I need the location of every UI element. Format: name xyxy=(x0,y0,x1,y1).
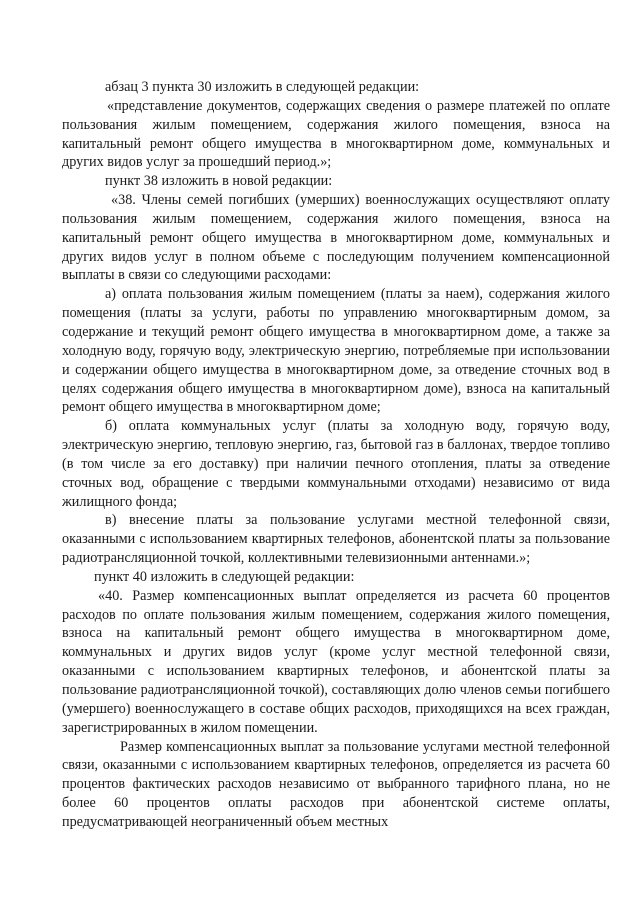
document-body xyxy=(62,78,610,832)
paragraph-clause-38-b: б) оплата коммунальных услуг (платы за холодную воду, горячую воду, электрическую энергию, тепловую энергию, газ, бытовой газ в баллонах, твердое топливо (в том числе за его доставку) при наличии печного отопления, платы за отведение сточных вод, обращение с твердыми коммунальными отходами) независимо от вида жилищного фонда; xyxy=(62,418,610,510)
paragraph-clause-40: «40. Размер компенсационных выплат определяется из расчета 60 процентов расходов по оплате пользования жилым помещением, содержания жилого помещения, взноса на капитальный ремонт общего имущества в многоквартирном доме, коммунальных и других видов услуг (кроме услуг местной телефонной связи, оказанными с использованием квартирных телефонов, и абонентской платы за пользование радиотрансляционной точкой), составляющих долю членов семьи погибшего (умершего) военнослужащего в составе общих расходов, приходящихся на всех граждан, зарегистрированных в жилом помещении. xyxy=(62,587,610,736)
paragraph-clause-38-a: а) оплата пользования жилым помещением (платы за наем), содержания жилого помещения (платы за услуги, работы по управлению многоквартирным домом, за содержание и текущий ремонт общего имущества в многоквартирном доме, а также за холодную воду, горячую воду, электрическую энергию, потребляемые при использовании и содержании общего имущества в многоквартирном доме, за отведение сточных вод в целях содержания общего имущества в многоквартирном доме), взноса на капитальный ремонт общего имущества в многоквартирном доме; xyxy=(62,286,610,416)
paragraph-amendment-40-intro: пункт 40 изложить в следующей редакции: xyxy=(94,568,355,585)
paragraph-amendment-30-intro: абзац 3 пункта 30 изложить в следующей редакции: xyxy=(105,79,420,95)
paragraph-clause-40-phone: Размер компенсационных выплат за пользование услугами местной телефонной связи, оказанными с использованием квартирных телефонов, определяется из расчета 60 процентов фактических расходов независимо от выбранного тарифного плана, но не более 60 процентов оплаты расходов при абонентской системе оплаты, предусматривающей неограниченный объем местных xyxy=(62,738,610,830)
paragraph-amendment-30-text: «представление документов, содержащих сведения о размере платежей по оплате пользования жилым помещением, содержания жилого помещения, взноса на капитальный ремонт общего имущества в многоквартирном доме, коммунальных и других видов услуг за прошедший период.»; xyxy=(62,97,610,171)
paragraph-clause-38-v: в) внесение платы за пользование услугами местной телефонной связи, оказанными с использованием квартирных телефонов, абонентской платы за пользование радиотрансляционной точкой, коллективными телевизионными антеннами.»; xyxy=(62,512,610,567)
paragraph-amendment-38-intro: пункт 38 изложить в новой редакции: xyxy=(105,173,333,190)
paragraph-clause-38: «38. Члены семей погибших (умерших) военнослужащих осуществляют оплату пользования жилым помещением, содержания жилого помещения, взноса на капитальный ремонт общего имущества в многоквартирном доме, коммунальных и других видов услуг в полном объеме с последующим получением компенсационной выплаты в связи со следующими расходами: xyxy=(62,192,610,284)
